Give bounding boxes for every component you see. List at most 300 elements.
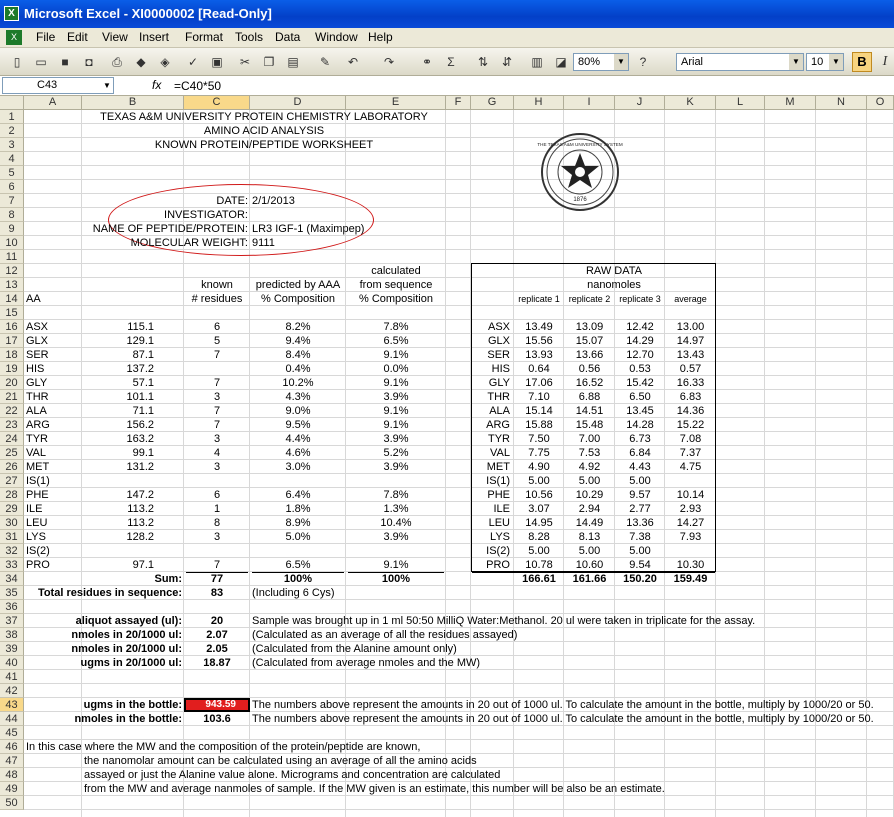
excel-icon: X (4, 6, 19, 21)
font-size-select[interactable] (806, 53, 844, 71)
row-header-37[interactable]: 37 (0, 614, 24, 628)
university-seal (537, 133, 623, 211)
row-header-19[interactable]: 19 (0, 362, 24, 376)
residues-head: # residues (191, 293, 243, 305)
aa-pred: 9.5% (285, 419, 311, 431)
replicate-3: 6.84 (629, 447, 651, 459)
column-header-n[interactable]: N (816, 96, 867, 110)
name-value: LR3 IGF-1 (Maximpep) (252, 223, 365, 235)
aa-calc: 3.9% (383, 461, 409, 473)
replicate-1: 10.78 (525, 559, 553, 571)
format-painter-icon[interactable]: ✎ (319, 55, 331, 69)
average: 4.75 (679, 461, 702, 473)
replicate-1: 15.56 (525, 335, 553, 347)
replicate-3: 4.43 (629, 461, 651, 473)
column-header-e[interactable]: E (346, 96, 446, 110)
row-header-21[interactable]: 21 (0, 390, 24, 404)
aa-pred: 5.0% (285, 531, 311, 543)
replicate-1: 5.00 (528, 545, 550, 557)
average: 14.27 (676, 517, 705, 529)
replicate-2: 7.53 (578, 447, 601, 459)
row-header-30[interactable]: 30 (0, 516, 24, 530)
aa-calc: 9.1% (383, 419, 409, 431)
replicate-2: 6.88 (578, 391, 601, 403)
menu-view[interactable]: View (102, 30, 128, 44)
aa-calc: 9.1% (383, 559, 409, 571)
aa-mw: 101.1 (126, 391, 154, 403)
summary-note: Sample was brought up in 1 ml 50:50 MilliQ Water:Methanol. 20 ul were taken in triplicate for the assay. (252, 615, 756, 627)
row-header-11[interactable]: 11 (0, 250, 24, 264)
aa-calc: 9.1% (383, 349, 409, 361)
replicate-2: 10.60 (575, 559, 604, 571)
replicate-3: 14.29 (626, 335, 654, 347)
aa-mw: 129.1 (126, 335, 154, 347)
menu-edit[interactable]: Edit (67, 30, 88, 44)
row-header-2[interactable]: 2 (0, 124, 24, 138)
calculated-head: calculated (371, 265, 421, 277)
row-header-34[interactable]: 34 (0, 572, 24, 586)
name-label: NAME OF PEPTIDE/PROTEIN: (92, 223, 248, 235)
row-header-15[interactable]: 15 (0, 306, 24, 320)
aa-pred: 9.4% (285, 335, 311, 347)
aa-name: IS(2) (26, 545, 50, 557)
known-head: known (201, 279, 233, 291)
aa-pred: 9.0% (285, 405, 311, 417)
replicate-3: 14.28 (626, 419, 654, 431)
aa-name: GLY (26, 377, 48, 389)
aa-count: 6 (213, 321, 221, 333)
aa-count (186, 474, 248, 488)
row-header-1[interactable]: 1 (0, 110, 24, 124)
average: 14.36 (676, 405, 705, 417)
row-header-9[interactable]: 9 (0, 222, 24, 236)
row-header-7[interactable]: 7 (0, 194, 24, 208)
fromseq-head: from sequence (359, 279, 433, 291)
raw-aa-name: ASX (487, 321, 510, 333)
zoom-select[interactable] (573, 53, 629, 71)
replicate-2: 5.00 (578, 475, 601, 487)
replicate-2: 13.66 (575, 349, 604, 361)
row-header-17[interactable]: 17 (0, 334, 24, 348)
row-header-23[interactable]: 23 (0, 418, 24, 432)
replicate-3: 15.42 (626, 377, 654, 389)
italic-button[interactable]: I (882, 54, 888, 69)
replicate-2: 16.52 (575, 377, 604, 389)
column-header-c[interactable]: C (184, 96, 250, 110)
aa-calc: 7.8% (383, 489, 409, 501)
replicate-3: 7.38 (629, 531, 651, 543)
average: 13.43 (676, 349, 705, 361)
cut-icon[interactable]: ✂ (239, 55, 251, 69)
replicate-3: 12.42 (626, 321, 654, 333)
aa-calc: 3.9% (383, 531, 409, 543)
aa-name: ARG (26, 419, 50, 431)
aa-calc: 3.9% (383, 433, 409, 445)
analysis-title: AMINO ACID ANALYSIS (203, 125, 325, 137)
replicate-3: 6.50 (629, 391, 651, 403)
aa-mw: 99.1 (132, 447, 154, 459)
replicate-2: 10.29 (575, 489, 604, 501)
copy-icon[interactable]: ❐ (263, 55, 275, 69)
row-header-41[interactable]: 41 (0, 670, 24, 684)
row-header-20[interactable]: 20 (0, 376, 24, 390)
summary-label: nmoles in 20/1000 ul: (71, 643, 182, 655)
aa-name: ILE (26, 503, 43, 515)
aa-count: 4 (213, 447, 221, 459)
raw-aa-name: LEU (488, 517, 510, 529)
aa-mw: 57.1 (132, 377, 154, 389)
column-header-f[interactable]: F (446, 96, 471, 110)
raw-aa-name: VAL (490, 447, 510, 459)
summary-label: aliquot assayed (ul): (75, 615, 182, 627)
aa-mw: 87.1 (132, 349, 154, 361)
row-header-16[interactable]: 16 (0, 320, 24, 334)
aa-mw: 97.1 (132, 559, 154, 571)
redo-icon[interactable]: ↷ (383, 55, 395, 69)
aa-pred: 0.4% (285, 363, 311, 375)
average (667, 474, 714, 488)
aa-calc: 5.2% (383, 447, 409, 459)
research-book-icon[interactable]: ▣ (211, 55, 223, 69)
help-icon[interactable]: ? (639, 55, 647, 69)
raw-aa-name: HIS (491, 363, 510, 375)
menu-bar (0, 28, 894, 48)
aa-calc: 9.1% (383, 405, 409, 417)
new-icon[interactable]: ▯ (13, 55, 21, 69)
permission-icon[interactable]: ◘ (85, 55, 93, 69)
replicate-1: 7.75 (528, 447, 550, 459)
replicate-3: 6.73 (629, 433, 651, 445)
menu-window[interactable]: Window (315, 30, 358, 44)
row-header-39[interactable]: 39 (0, 642, 24, 656)
date-label: DATE: (216, 195, 248, 207)
date-value: 2/1/2013 (252, 195, 295, 207)
column-header-b[interactable]: B (82, 96, 184, 110)
print-icon[interactable]: ⎙ (112, 55, 122, 69)
sum-raw: 166.61 (522, 573, 556, 585)
print-preview-icon[interactable]: ◆ (136, 55, 146, 69)
aa-mw: 113.2 (127, 503, 154, 515)
aa-mw: 115.1 (127, 321, 154, 333)
sort-descending-icon[interactable]: ⇵ (501, 55, 513, 69)
save-icon[interactable]: ■ (61, 55, 69, 69)
replicate-2: 15.07 (575, 335, 604, 347)
aa-pred (252, 474, 344, 488)
row-header-36[interactable]: 36 (0, 600, 24, 614)
raw-aa-name: IS(1) (486, 475, 510, 487)
menu-format[interactable]: Format (185, 30, 224, 44)
aa-count: 3 (213, 433, 221, 445)
average: 14.97 (676, 335, 705, 347)
aa-calc: 1.3% (383, 503, 409, 515)
note-line: In this case where the MW and the composition of the protein/peptide are known, (26, 741, 421, 753)
sum-raw: 150.20 (623, 573, 657, 585)
row-header-12[interactable]: 12 (0, 264, 24, 278)
sort-ascending-icon[interactable]: ⇅ (477, 55, 489, 69)
chart-wizard-icon[interactable]: ▥ (531, 55, 543, 69)
aa-count (186, 544, 248, 558)
aa-mw: 147.2 (126, 489, 154, 501)
row-header-43[interactable]: 43 (0, 698, 24, 712)
undo-icon[interactable]: ↶ (347, 55, 359, 69)
column-header-o[interactable]: O (867, 96, 894, 110)
replicate-3: 0.53 (629, 363, 651, 375)
bottle-label: nmoles in the bottle: (74, 713, 182, 725)
aa-mw: 128.2 (126, 531, 154, 543)
replicate-1: 17.06 (525, 377, 553, 389)
replicate-1: 8.28 (528, 531, 550, 543)
raw-aa-name: LYS (490, 531, 510, 543)
selected-cell-ugms-bottle[interactable]: 943.59 (184, 698, 250, 712)
row-header-13[interactable]: 13 (0, 278, 24, 292)
aa-calc: 6.5% (383, 335, 409, 347)
replicate-1: 3.07 (528, 503, 550, 515)
aa-name: THR (26, 391, 49, 403)
summary-note: (Calculated as an average of all the residues assayed) (252, 629, 518, 641)
row-header-8[interactable]: 8 (0, 208, 24, 222)
paste-icon[interactable]: ▤ (287, 55, 299, 69)
average (667, 544, 714, 558)
sum-rule (252, 572, 344, 573)
row-header-25[interactable]: 25 (0, 446, 24, 460)
average: 15.22 (676, 419, 705, 431)
replicate-3: 9.54 (629, 559, 651, 571)
bottle-note: The numbers above represent the amounts in 20 out of 1000 ul. To calculate the amount in the bottle, multiply by 1000/20 or 50. (252, 713, 874, 725)
predicted-head: predicted by AAA (255, 279, 341, 291)
replicate-1: 13.49 (525, 321, 553, 333)
spelling-icon[interactable]: ✓ (187, 55, 199, 69)
aa-name: VAL (26, 447, 46, 459)
replicate-3: 13.36 (626, 517, 654, 529)
row-header-32[interactable]: 32 (0, 544, 24, 558)
aa-count: 7 (213, 419, 221, 431)
drawing-icon[interactable]: ◪ (555, 55, 567, 69)
row-header-44[interactable]: 44 (0, 712, 24, 726)
column-header-i[interactable]: I (564, 96, 615, 110)
raw-aa-name: ILE (493, 503, 510, 515)
row-header-24[interactable]: 24 (0, 432, 24, 446)
hyperlink-icon[interactable]: ⚭ (421, 55, 433, 69)
raw-aa-name: SER (487, 349, 510, 361)
aa-name: PRO (26, 559, 50, 571)
sum-rule (472, 572, 715, 573)
insert-function-icon[interactable]: fx (152, 78, 162, 92)
workbook-icon[interactable]: X (6, 30, 22, 45)
replicate-1: 7.10 (528, 391, 550, 403)
column-header-a[interactable]: A (24, 96, 82, 110)
font-value: Arial (681, 56, 704, 68)
menu-tools[interactable]: Tools (235, 30, 264, 44)
aa-name: PHE (26, 489, 49, 501)
aa-name: LEU (26, 517, 48, 529)
seal-text: THE TEXAS A&M UNIVERSITY SYSTEM (537, 142, 623, 147)
select-all-corner[interactable] (0, 96, 24, 110)
replicate-2: 15.48 (575, 419, 604, 431)
replicate-1: 4.90 (528, 461, 550, 473)
replicate-2: 7.00 (578, 433, 601, 445)
row-header-47[interactable]: 47 (0, 754, 24, 768)
row-header-29[interactable]: 29 (0, 502, 24, 516)
row-header-3[interactable]: 3 (0, 138, 24, 152)
row-header-22[interactable]: 22 (0, 404, 24, 418)
column-header-d[interactable]: D (250, 96, 346, 110)
replicate-head: replicate 2 (568, 294, 611, 304)
aa-mw: 131.2 (126, 461, 154, 473)
aa-calc: 3.9% (383, 391, 409, 403)
replicate-2: 0.56 (578, 363, 601, 375)
aa-pred: 4.4% (285, 433, 311, 445)
note-line: from the MW and average nanmoles of sample. If the MW given is an estimate, this number will be also be an estimate. (84, 783, 665, 795)
menu-data[interactable]: Data (275, 30, 301, 44)
row-header-4[interactable]: 4 (0, 152, 24, 166)
aa-name: HIS (26, 363, 45, 375)
open-icon[interactable]: ▭ (35, 55, 47, 69)
aa-mw (84, 474, 182, 488)
formula-input[interactable]: =C40*50 (174, 79, 222, 93)
menu-insert[interactable]: Insert (139, 30, 170, 44)
column-header-h[interactable]: H (514, 96, 564, 110)
row-header-45[interactable]: 45 (0, 726, 24, 740)
summary-value: 20 (210, 615, 224, 627)
aa-count: 7 (213, 559, 221, 571)
row-header-49[interactable]: 49 (0, 782, 24, 796)
row-header-33[interactable]: 33 (0, 558, 24, 572)
row-header-38[interactable]: 38 (0, 628, 24, 642)
chevron-down-icon: ▼ (789, 54, 803, 70)
aa-pred: 4.3% (285, 391, 311, 403)
aa-head: AA (26, 293, 41, 305)
column-header-l[interactable]: L (716, 96, 765, 110)
aa-name: GLX (26, 335, 49, 347)
window-title: Microsoft Excel - XI0000002 [Read-Only] (24, 6, 272, 21)
aa-mw: 71.1 (132, 405, 154, 417)
menu-help[interactable]: Help (368, 30, 393, 44)
aa-mw: 163.2 (126, 433, 154, 445)
aa-mw: 156.2 (126, 419, 154, 431)
aa-count (186, 362, 248, 376)
research-icon[interactable]: ◈ (160, 55, 170, 69)
column-header-m[interactable]: M (765, 96, 816, 110)
replicate-1: 15.88 (525, 419, 553, 431)
aa-mw: 137.2 (126, 363, 154, 375)
lab-title: TEXAS A&M UNIVERSITY PROTEIN CHEMISTRY LABORATORY (100, 111, 428, 123)
nanomoles-head: nanomoles (587, 279, 641, 291)
replicate-1: 15.14 (525, 405, 553, 417)
average: 0.57 (679, 363, 702, 375)
total-note: (Including 6 Cys) (252, 587, 335, 599)
column-header-j[interactable]: J (615, 96, 665, 110)
chevron-down-icon: ▼ (103, 81, 111, 90)
row-header-18[interactable]: 18 (0, 348, 24, 362)
row-header-40[interactable]: 40 (0, 656, 24, 670)
row-header-27[interactable]: 27 (0, 474, 24, 488)
row-header-5[interactable]: 5 (0, 166, 24, 180)
menu-file[interactable]: File (36, 30, 56, 44)
replicate-3: 12.70 (626, 349, 654, 361)
average: 6.83 (679, 391, 702, 403)
row-header-14[interactable]: 14 (0, 292, 24, 306)
summary-label: ugms in 20/1000 ul: (80, 657, 182, 669)
summary-note: (Calculated from the Alanine amount only) (252, 643, 457, 655)
average: 7.08 (679, 433, 702, 445)
aa-count: 7 (213, 405, 221, 417)
column-header-k[interactable]: K (665, 96, 716, 110)
replicate-1: 5.00 (528, 475, 550, 487)
font-select[interactable] (676, 53, 804, 71)
bold-button[interactable]: B (852, 52, 872, 72)
row-header-31[interactable]: 31 (0, 530, 24, 544)
aa-pred: 6.4% (285, 489, 311, 501)
aa-name: IS(1) (26, 475, 50, 487)
summary-value: 2.05 (206, 643, 228, 655)
row-header-6[interactable]: 6 (0, 180, 24, 194)
bottle-label: ugms in the bottle: (83, 699, 182, 711)
raw-data-head: RAW DATA (585, 265, 642, 277)
average: 10.30 (676, 559, 705, 571)
name-box[interactable] (2, 77, 114, 94)
aa-name: ASX (26, 321, 49, 333)
row-header-28[interactable]: 28 (0, 488, 24, 502)
aa-calc (348, 474, 444, 488)
row-header-50[interactable]: 50 (0, 796, 24, 810)
row-header-26[interactable]: 26 (0, 460, 24, 474)
row-header-10[interactable]: 10 (0, 236, 24, 250)
sum-rule (186, 572, 248, 573)
worksheet-title: KNOWN PROTEIN/PEPTIDE WORKSHEET (154, 139, 374, 151)
average: 2.93 (679, 503, 702, 515)
chevron-down-icon: ▼ (614, 54, 628, 70)
row-header-48[interactable]: 48 (0, 768, 24, 782)
average: 16.33 (676, 377, 705, 389)
summary-label: nmoles in 20/1000 ul: (71, 629, 182, 641)
aa-calc: 0.0% (383, 363, 409, 375)
total-label: Total residues in sequence: (37, 587, 182, 599)
sum-pred: 100% (283, 573, 313, 585)
aa-name: ALA (26, 405, 47, 417)
replicate-head: average (674, 294, 707, 304)
raw-aa-name: MET (486, 461, 510, 473)
row-header-42[interactable]: 42 (0, 684, 24, 698)
aa-count: 5 (213, 335, 221, 347)
raw-aa-name: ARG (486, 419, 510, 431)
aa-pred: 8.9% (285, 517, 311, 529)
average: 7.93 (679, 531, 702, 543)
title-bar (0, 0, 894, 28)
autosum-icon[interactable]: Σ (447, 55, 455, 69)
replicate-1: 14.95 (525, 517, 553, 529)
replicate-2: 5.00 (578, 545, 601, 557)
aa-name: SER (26, 349, 49, 361)
row-header-35[interactable]: 35 (0, 586, 24, 600)
raw-aa-name: PHE (487, 489, 510, 501)
sum-count: 77 (210, 573, 224, 585)
bottle-value: 103.6 (203, 713, 231, 725)
column-header-g[interactable]: G (471, 96, 514, 110)
raw-aa-name: GLX (487, 335, 510, 347)
replicate-1: 7.50 (528, 433, 550, 445)
aa-calc (348, 544, 444, 558)
replicate-1: 10.56 (525, 489, 553, 501)
spreadsheet-grid[interactable] (0, 96, 894, 817)
row-header-46[interactable]: 46 (0, 740, 24, 754)
aa-count: 7 (213, 377, 221, 389)
sum-raw: 161.66 (572, 573, 607, 585)
bottle-note: The numbers above represent the amounts in 20 out of 1000 ul. To calculate the amount in the bottle, multiply by 1000/20 or 50. (252, 699, 874, 711)
note-line: assayed or just the Alanine value alone. Micrograms and concentration are calculated (84, 769, 501, 781)
investigator-label: INVESTIGATOR: (164, 209, 248, 221)
sum-label: Sum: (154, 573, 182, 585)
pct1-head: % Composition (261, 293, 335, 305)
